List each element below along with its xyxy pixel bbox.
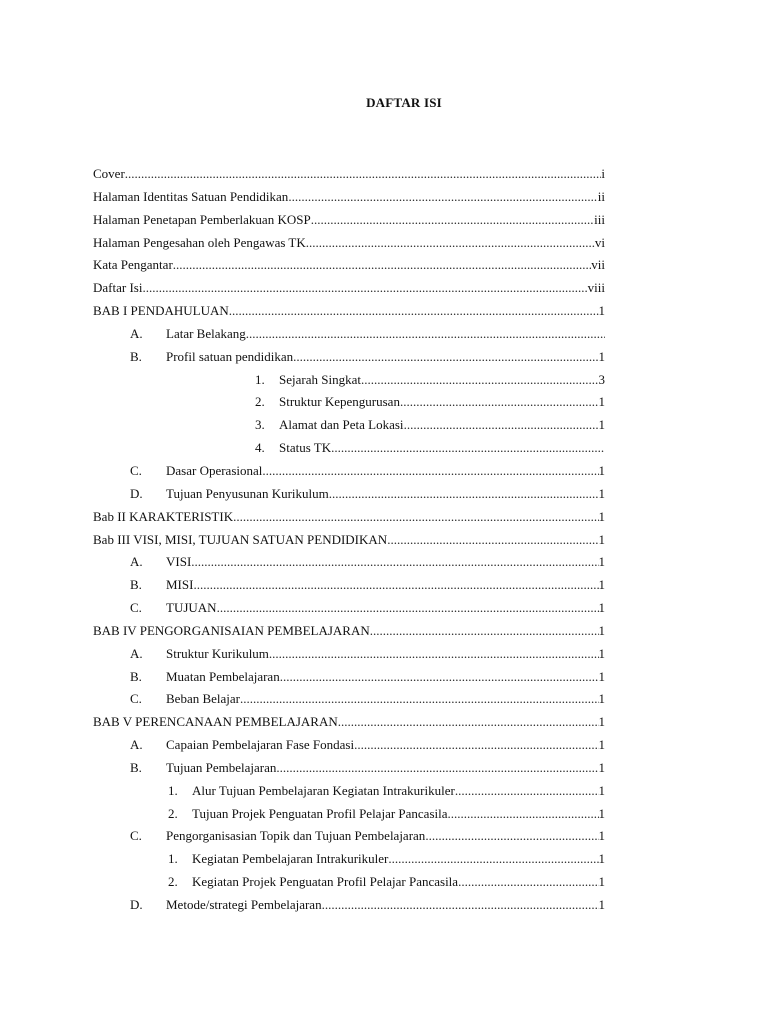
toc-entry-number: C.	[130, 828, 142, 844]
toc-entry-title: Halaman Penetapan Pemberlakuan KOSP	[93, 211, 311, 227]
dot-leader	[276, 757, 598, 780]
toc-entry-title: Metode/strategi Pembelajaran	[166, 897, 322, 912]
toc-entry-page: viii	[587, 280, 605, 296]
toc-entry-title: Kata Pengantar	[93, 257, 173, 273]
dot-leader	[458, 871, 598, 894]
toc-entry-line	[93, 620, 605, 643]
toc-entry-number: 1.	[255, 371, 265, 387]
toc-entry-title: MISI	[166, 577, 194, 593]
toc-entry[interactable]	[0, 529, 768, 552]
toc-entry-number: B.	[130, 577, 142, 593]
toc-entry-line	[192, 848, 605, 871]
toc-entry[interactable]	[0, 414, 768, 437]
toc-entry[interactable]	[0, 620, 768, 643]
toc-entry-title: Tujuan Pembelajaran	[166, 759, 277, 775]
toc-entry-page: 1	[598, 782, 605, 798]
toc-entry[interactable]	[0, 209, 768, 232]
toc-entry-line	[166, 574, 605, 597]
toc-entry[interactable]	[0, 894, 768, 917]
toc-entry-line	[279, 391, 605, 414]
toc-entry-page: 1	[598, 714, 605, 730]
toc-entry-line	[166, 666, 605, 689]
toc-entry-title: Struktur Kepengurusan	[279, 394, 400, 410]
toc-entry-line	[93, 232, 605, 255]
toc-entry-title: Profil satuan pendidikan	[166, 348, 294, 364]
toc-entry-page: 1	[598, 759, 605, 775]
toc-entry[interactable]	[0, 254, 768, 277]
toc-entry-line	[93, 711, 605, 734]
toc-entry-page: 1	[598, 303, 605, 319]
toc-entry-line	[93, 163, 605, 186]
toc-entry[interactable]	[0, 300, 768, 323]
toc-entry-title: BAB I PENDAHULUAN	[93, 303, 229, 319]
toc-entry-page: 1	[598, 577, 605, 593]
toc-entry-number: 2.	[168, 805, 178, 821]
toc-entry[interactable]	[0, 688, 768, 711]
toc-entry[interactable]	[0, 369, 768, 392]
toc-entry-number: C.	[130, 600, 142, 616]
toc-entry-line	[192, 780, 605, 803]
toc-entry-number: D.	[130, 897, 143, 912]
toc-entry-line	[93, 186, 605, 209]
toc-entry-page: 1	[598, 348, 605, 364]
toc-entry[interactable]	[0, 163, 768, 186]
toc-entry-title: Bab II KARAKTERISTIK	[93, 508, 234, 524]
toc-entry[interactable]	[0, 460, 768, 483]
dot-leader	[361, 369, 599, 392]
toc-entry-title: BAB V PERENCANAAN PEMBELAJARAN	[93, 714, 338, 730]
toc-entry-page: 1	[598, 417, 605, 433]
toc-entry-title: Tujuan Projek Penguatan Profil Pelajar Pancasila	[192, 805, 448, 821]
toc-entry-title: Halaman Pengesahan oleh Pengawas TK	[93, 234, 306, 250]
toc-entry-line	[279, 437, 605, 460]
toc-entry-title: Alamat dan Peta Lokasi	[279, 417, 404, 433]
toc-entry-line	[166, 551, 605, 574]
toc-entry-line	[93, 300, 605, 323]
toc-entry-line	[166, 597, 605, 620]
toc-entry[interactable]	[0, 574, 768, 597]
toc-entry-title: Capaian Pembelajaran Fase Fondasi	[166, 737, 355, 753]
toc-entry-line	[93, 277, 605, 300]
dot-leader	[229, 300, 599, 323]
toc-entry-title: Halaman Identitas Satuan Pendidikan	[93, 188, 289, 204]
toc-entry-page: 1	[598, 554, 605, 570]
dot-leader	[191, 551, 598, 574]
dot-leader	[455, 780, 599, 803]
toc-entry-line	[93, 209, 605, 232]
toc-entry-page: vi	[594, 234, 605, 250]
dot-leader	[400, 391, 599, 414]
toc-entry-line	[166, 483, 605, 506]
toc-entry-number: 2.	[168, 874, 178, 890]
toc-entry[interactable]	[0, 551, 768, 574]
toc-entry-page: 1	[598, 645, 605, 661]
toc-entry-number: 1.	[168, 851, 178, 867]
toc-entry-title: Muatan Pembelajaran	[166, 668, 280, 684]
toc-entry[interactable]	[0, 734, 768, 757]
toc-entry-page: 1	[598, 828, 605, 844]
toc-entry[interactable]	[0, 346, 768, 369]
toc-entry-line	[166, 894, 605, 917]
toc-entry[interactable]	[0, 711, 768, 734]
toc-entry-title: Beban Belajar	[166, 691, 240, 707]
toc-entry[interactable]	[0, 277, 768, 300]
toc-entry-page: 1	[598, 805, 605, 821]
toc-entry-title: Status TK	[279, 440, 332, 456]
dot-leader	[240, 688, 599, 711]
toc-entry-title: Alur Tujuan Pembelajaran Kegiatan Intrakurikuler	[192, 782, 455, 798]
toc-entry[interactable]	[0, 780, 768, 803]
dot-leader	[370, 620, 599, 643]
dot-leader	[448, 803, 599, 826]
toc-entry-line	[166, 734, 605, 757]
toc-entry-title: Bab III VISI, MISI, TUJUAN SATUAN PENDIDIKAN	[93, 531, 388, 547]
dot-leader	[246, 323, 605, 346]
toc-entry-line	[166, 688, 605, 711]
toc-entry[interactable]	[0, 666, 768, 689]
toc-entry-line	[192, 803, 605, 826]
toc-entry-page: vii	[591, 257, 605, 273]
toc-entry-line	[93, 529, 605, 552]
toc-entry-line	[166, 346, 605, 369]
toc-entry-number: D.	[130, 485, 143, 501]
toc-entry-line	[166, 460, 605, 483]
toc-entry-number: A.	[130, 737, 143, 753]
dot-leader	[233, 506, 598, 529]
toc-entry-page: 1	[598, 851, 605, 867]
toc-entry-page: 1	[598, 531, 605, 547]
toc-entry-line	[279, 414, 605, 437]
toc-entry-page: 1	[598, 691, 605, 707]
dot-leader	[193, 574, 598, 597]
dot-leader	[269, 643, 599, 666]
toc-entry-title: Cover	[93, 166, 125, 181]
toc-entry[interactable]	[0, 848, 768, 871]
table-of-contents	[0, 163, 768, 917]
toc-entry-page: 1	[598, 462, 605, 478]
toc-entry-line	[166, 323, 605, 346]
dot-leader	[387, 529, 598, 552]
toc-entry-line	[192, 871, 605, 894]
page-title: DAFTAR ISI	[366, 95, 442, 110]
toc-entry-title: Kegiatan Pembelajaran Intrakurikuler	[192, 851, 389, 867]
toc-entry[interactable]	[0, 391, 768, 414]
toc-entry-number: A.	[130, 645, 143, 661]
toc-entry-page: 1	[598, 394, 605, 410]
toc-entry[interactable]	[0, 232, 768, 255]
dot-leader	[425, 825, 598, 848]
toc-entry-number: 1.	[168, 782, 178, 798]
dot-leader	[322, 894, 599, 917]
dot-leader	[404, 414, 599, 437]
dot-leader	[329, 483, 599, 506]
toc-entry-line	[93, 254, 605, 277]
toc-entry-title: Dasar Operasional	[166, 462, 263, 478]
toc-entry-number: A.	[130, 325, 143, 341]
toc-entry-line	[166, 825, 605, 848]
toc-entry-number: A.	[130, 554, 143, 570]
toc-entry-title: BAB IV PENGORGANISAIAN PEMBELAJARAN	[93, 622, 370, 638]
toc-entry-title: Sejarah Singkat	[279, 371, 361, 387]
toc-entry-line	[93, 506, 605, 529]
toc-entry-page: i	[601, 166, 605, 181]
dot-leader	[354, 734, 598, 757]
toc-entry-page: 1	[598, 874, 605, 890]
toc-entry[interactable]	[0, 757, 768, 780]
toc-entry-number: B.	[130, 348, 142, 364]
toc-entry[interactable]	[0, 483, 768, 506]
toc-entry-page: 1	[598, 897, 605, 912]
dot-leader	[288, 186, 597, 209]
toc-entry-number: B.	[130, 759, 142, 775]
toc-entry-title: Latar Belakang	[166, 325, 246, 341]
toc-entry[interactable]	[0, 871, 768, 894]
dot-leader	[311, 209, 594, 232]
dot-leader	[293, 346, 598, 369]
toc-entry[interactable]	[0, 803, 768, 826]
toc-entry-title: Kegiatan Projek Penguatan Profil Pelajar Pancasila	[192, 874, 459, 890]
toc-entry-number: B.	[130, 668, 142, 684]
dot-leader	[331, 437, 605, 460]
dot-leader	[142, 277, 587, 300]
toc-entry-page: 1	[598, 508, 605, 524]
toc-entry-line	[166, 757, 605, 780]
dot-leader	[306, 232, 595, 255]
toc-entry[interactable]	[0, 437, 768, 460]
toc-entry-page: 1	[598, 485, 605, 501]
toc-entry-title: Daftar Isi	[93, 280, 143, 296]
toc-entry[interactable]	[0, 825, 768, 848]
toc-entry-page: 3	[598, 371, 605, 387]
toc-entry-number: 3.	[255, 417, 265, 433]
toc-entry-number: C.	[130, 691, 142, 707]
toc-entry[interactable]	[0, 323, 768, 346]
toc-entry-title: VISI	[166, 554, 192, 570]
toc-entry[interactable]	[0, 186, 768, 209]
toc-entry-number: 2.	[255, 394, 265, 410]
dot-leader	[280, 666, 599, 689]
dot-leader	[217, 597, 599, 620]
toc-entry-number: 4.	[255, 440, 265, 456]
toc-entry-page: 1	[598, 622, 605, 638]
toc-entry-page: 1	[598, 600, 605, 616]
toc-entry-title: TUJUAN	[166, 600, 217, 616]
toc-entry[interactable]	[0, 597, 768, 620]
toc-entry[interactable]	[0, 643, 768, 666]
dot-leader	[388, 848, 598, 871]
toc-entry-number: C.	[130, 462, 142, 478]
toc-entry-line	[166, 643, 605, 666]
toc-entry-page: ii	[597, 188, 605, 204]
dot-leader	[125, 163, 602, 186]
toc-entry-page: 1	[598, 668, 605, 684]
toc-entry-title: Pengorganisasian Topik dan Tujuan Pembelajaran	[166, 828, 426, 844]
toc-entry-title: Tujuan Penyusunan Kurikulum	[166, 485, 329, 501]
toc-entry-title: Struktur Kurikulum	[166, 645, 269, 661]
toc-entry[interactable]	[0, 506, 768, 529]
toc-entry-line	[279, 369, 605, 392]
dot-leader	[173, 254, 591, 277]
toc-entry-page: iii	[594, 211, 605, 227]
dot-leader	[338, 711, 599, 734]
toc-entry-page: 1	[598, 737, 605, 753]
dot-leader	[262, 460, 598, 483]
